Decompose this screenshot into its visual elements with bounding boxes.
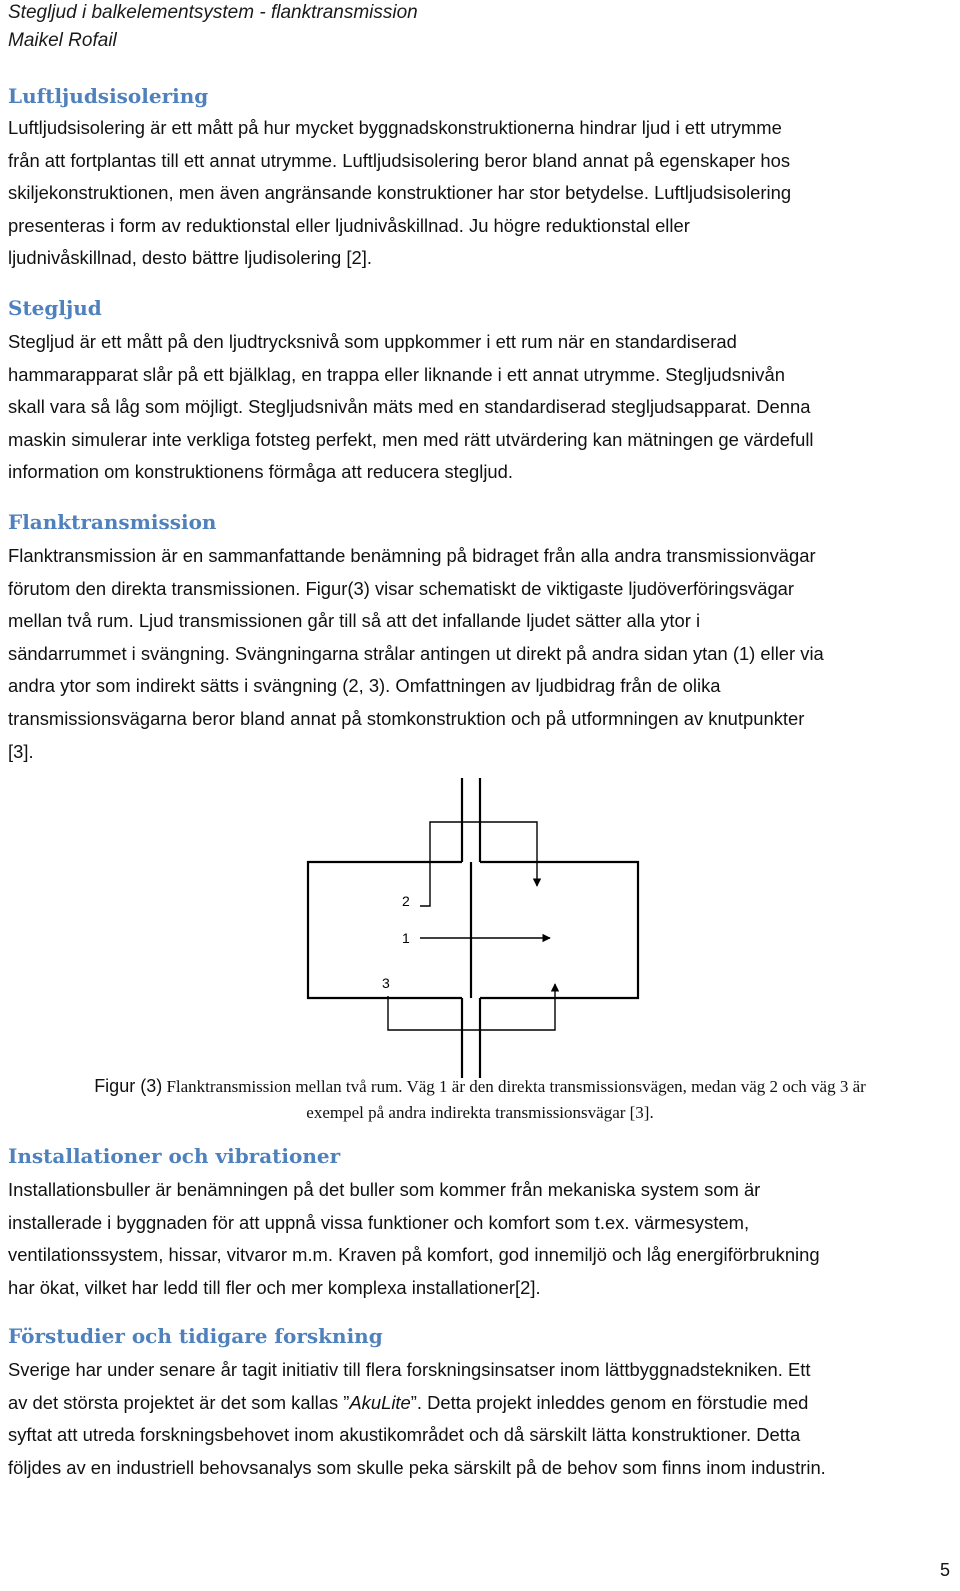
text-line: syftat att utreda forskningsbehovet inom akustikområdet och då särskilt lätta konstruktioner. Detta [8,1424,801,1446]
caption-text: Flanktransmission mellan två rum. Väg 1 är den direkta transmissionsvägen, medan väg 2 och väg 3 är [162,1077,866,1096]
text-line: hammarapparat slår på ett bjälklag, en trappa eller liknande i ett annat utrymme. Stegljudsnivån [8,363,785,385]
text-line: skall vara så låg som möjligt. Stegljudsnivån mäts med en standardiserad stegljudsapparat. Denna [8,396,811,418]
text-line: följdes av en industriell behovsanalys som skulle peka särskilt på de behov som finns inom industrin. [8,1456,826,1478]
text-line: Installationsbuller är benämningen på det buller som kommer från mekaniska system som är [8,1179,761,1200]
section-heading-forstudier: Förstudier och tidigare forskning [8,1324,383,1348]
document-title: Stegljud i balkelementsystem - flanktransmission [8,2,418,23]
section-heading-flanktransmission: Flanktransmission [8,510,217,534]
section-heading-installationer: Installationer och vibrationer [8,1144,341,1168]
room-right-outline [480,862,638,998]
text-line: information om konstruktionens förmåga att reducera stegljud. [8,461,513,483]
paragraph-installationer [8,1174,958,1304]
text-line: Stegljud är ett mått på den ljudtrycksnivå som uppkommer i ett rum när en standardiserad [8,331,737,352]
caption-label: Figur (3) [94,1076,163,1096]
text-line: maskin simulerar inte verkliga fotsteg perfekt, men med rätt utvärdering kan mätningen ge värdefull [8,428,814,450]
caption-line [0,1073,960,1100]
text-line: ljudnivåskillnad, desto bättre ljudisolering [2]. [8,247,372,269]
text-line: transmissionsvägarna beror bland annat på stomkonstruktion och på utformningen av knutpunkter [8,707,805,729]
section-heading-stegljud: Stegljud [8,296,102,320]
text-line: presenteras i form av reduktionstal eller ljudnivåskillnad. Ju högre reduktionstal eller [8,214,690,236]
flanktransmission-diagram [300,778,650,1078]
page-number: 5 [939,1560,950,1580]
paragraph-stegljud [8,326,958,489]
text-line: ventilationssystem, hissar, vitvaror m.m. Kraven på komfort, god innemiljö och låg energiförbrukning [8,1244,820,1266]
text-line: skiljekonstruktionen, men även angränsande konstruktioner har stor betydelse. Luftljudsisolering [8,182,792,204]
text-line: från att fortplantas till ett annat utrymme. Luftljudsisolering beror bland annat på egenskaper hos [8,149,791,171]
text-line: Luftljudsisolering är ett mått på hur mycket byggnadskonstruktionerna hindrar ljud i ett utrymme [8,117,782,138]
text-line: av det största projektet är det som kallas ”AkuLite”. Detta projekt inleddes genom en förstudie med [8,1391,809,1413]
text-line: har ökat, vilket har ledd till fler och mer komplexa installationer[2]. [8,1276,541,1298]
paragraph-flanktransmission [8,540,958,768]
text-line: mellan två rum. Ljud transmissionen går till så att det infallande ljudet sätter alla ytor i [8,610,701,632]
text-line: förutom den direkta transmissionen. Figur(3) visar schematiskt de viktigaste ljudöverföringsvägar [8,577,795,599]
path-label-3: 3 [382,975,390,991]
caption-line: exempel på andra indirekta transmissionsvägar [3]. [306,1103,654,1122]
figure-caption [0,1073,960,1126]
path-2-arrow [420,822,537,906]
text-line: [3]. [8,740,34,762]
path-label-2: 2 [402,893,410,909]
paragraph-luftljudsisolering [8,112,958,275]
text-line: Flanktransmission är en sammanfattande benämning på bidraget från alla andra transmissionvägar [8,545,816,566]
text-line: installerade i byggnaden för att uppnå vissa funktioner och komfort som t.ex. värmesystem, [8,1211,750,1233]
section-heading-luftljudsisolering: Luftljudsisolering [8,84,209,108]
text-line: sändarrummet i svängning. Svängningarna strålar antingen ut direkt på andra sidan ytan (1) eller via [8,642,824,664]
text-line: Sverige har under senare år tagit initiativ till flera forskningsinsatser inom lättbyggnadstekniken. Ett [8,1359,811,1380]
path-label-1: 1 [402,930,410,946]
text-line: andra ytor som indirekt sätts i svängning (2, 3). Omfattningen av ljudbidrag från de olika [8,675,721,697]
paragraph-forstudier [8,1354,958,1484]
document-author: Maikel Rofail [8,30,117,51]
